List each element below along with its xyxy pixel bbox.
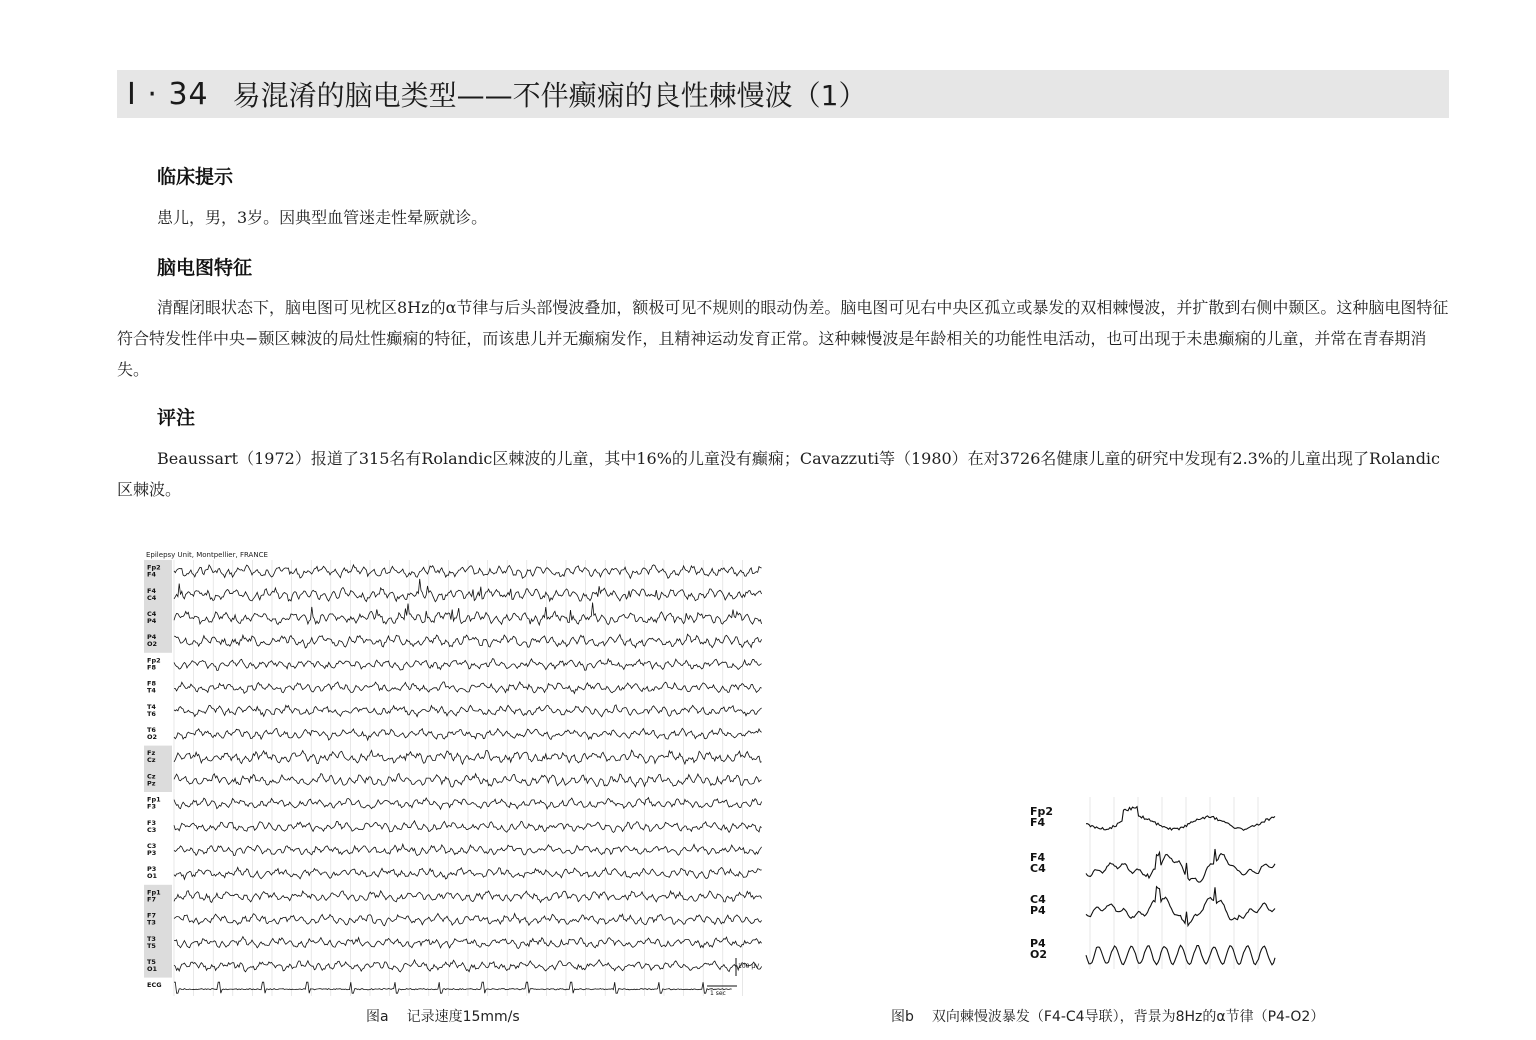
eeg-figure-b [1028, 793, 1278, 973]
page-title: 易混淆的脑电类型——不伴癫痫的良性棘慢波（1） [232, 79, 867, 112]
figure-a-caption-text: 记录速度15mm/s [406, 1009, 520, 1025]
channel-label: Cz [147, 772, 156, 781]
channel-label: T4 [147, 702, 156, 711]
channel-label: Fp2 [147, 563, 161, 572]
scale-time: 1 sec [710, 990, 726, 996]
figure-b-label: 图b [891, 1009, 914, 1025]
channel-label: F4 [1030, 816, 1046, 829]
scale-amplitude: 100 μV [738, 963, 760, 970]
channel-label: F8 [147, 679, 156, 688]
channel-label: C4 [1030, 893, 1046, 906]
channel-label: F3 [147, 818, 156, 827]
heading-eeg: 脑电图特征 [157, 257, 253, 279]
channel-label: P3 [147, 865, 157, 874]
channel-label: Fp1 [147, 795, 161, 804]
channel-label: F8 [147, 663, 156, 672]
section-number: Ⅰ · 34 [127, 76, 209, 112]
channel-label: F4 [1030, 851, 1046, 864]
figure-a-label: 图a [366, 1009, 389, 1025]
eeg-figure-a [144, 548, 766, 996]
channel-label: P4 [1030, 937, 1046, 950]
clinical-text: 患儿，男，3岁。因典型血管迷走性晕厥就诊。 [157, 208, 488, 227]
channel-label: Fp1 [147, 888, 161, 897]
channel-label: F7 [147, 911, 156, 920]
eeg-text: 清醒闭眼状态下，脑电图可见枕区8Hz的α节律与后头部慢波叠加，额极可见不规则的眼动伪差。脑电图可见右中央区孤立或暴发的双相棘慢波，并扩散到右侧中颞区。这种脑电图特征符合特发性伴中央−颞区棘波的局灶性癫痫的特征，而该患儿并无癫痫发作，且精神运动发育正常。这种棘慢波是年龄相关的功能性电活动，也可出现于未患癫痫的儿童，并常在青春期消失。 [117, 298, 1449, 379]
heading-comment: 评注 [157, 407, 196, 429]
channel-label: P3 [147, 849, 157, 857]
channel-label: C3 [147, 842, 157, 850]
channel-label: Fz [147, 749, 156, 758]
channel-label: ECG [147, 981, 162, 990]
scale-bar [707, 958, 760, 996]
channel-label: Cz [147, 756, 156, 765]
channel-label: P4 [147, 617, 157, 625]
channel-label: T6 [147, 709, 156, 718]
channel-label: C4 [1030, 862, 1046, 875]
channel-label: T3 [147, 934, 156, 943]
figure-b-caption [891, 1006, 1324, 1026]
figure-b [1028, 793, 1278, 973]
channel-label: O2 [147, 733, 158, 741]
channel-label: P4 [147, 633, 157, 642]
channel-label: Fp2 [147, 656, 161, 665]
channel-label: O1 [147, 965, 158, 973]
channel-label: O1 [147, 872, 158, 881]
channel-label: C4 [147, 610, 157, 618]
channel-label: T4 [147, 686, 156, 695]
channel-label: F3 [147, 802, 156, 811]
channel-label: T6 [147, 726, 156, 734]
figure-a-caption [366, 1006, 520, 1026]
channel-label: Fp2 [1030, 805, 1054, 818]
channel-label: T3 [147, 918, 156, 927]
channel-label: P4 [1030, 904, 1046, 917]
title-bar [117, 70, 1449, 118]
comment-text: Beaussart（1972）报道了315名有Rolandic区棘波的儿童，其中16%的儿童没有癫痫；Cavazzuti等（1980）在对3726名健康儿童的研究中发现有2.3%的儿童出现了Rolandic区棘波。 [117, 449, 1441, 499]
channel-label: F7 [147, 895, 156, 904]
figure-a-source: Epilepsy Unit, Montpellier, FRANCE [146, 551, 268, 559]
channel-label: T5 [147, 941, 156, 950]
channel-label: C3 [147, 825, 157, 834]
eeg-trace [174, 982, 732, 993]
channel-label: O2 [147, 640, 158, 649]
channel-label: Pz [147, 779, 156, 788]
channel-label: F4 [147, 586, 156, 595]
channel-label: T5 [147, 958, 156, 966]
figure-a [144, 548, 766, 996]
channel-label: C4 [147, 593, 157, 602]
channel-label: F4 [147, 570, 156, 579]
channel-label: O2 [1030, 948, 1048, 961]
figure-b-caption-text: 双向棘慢波暴发（F4-C4导联），背景为8Hz的α节律（P4-O2） [931, 1009, 1325, 1025]
heading-clinical: 临床提示 [157, 166, 234, 188]
